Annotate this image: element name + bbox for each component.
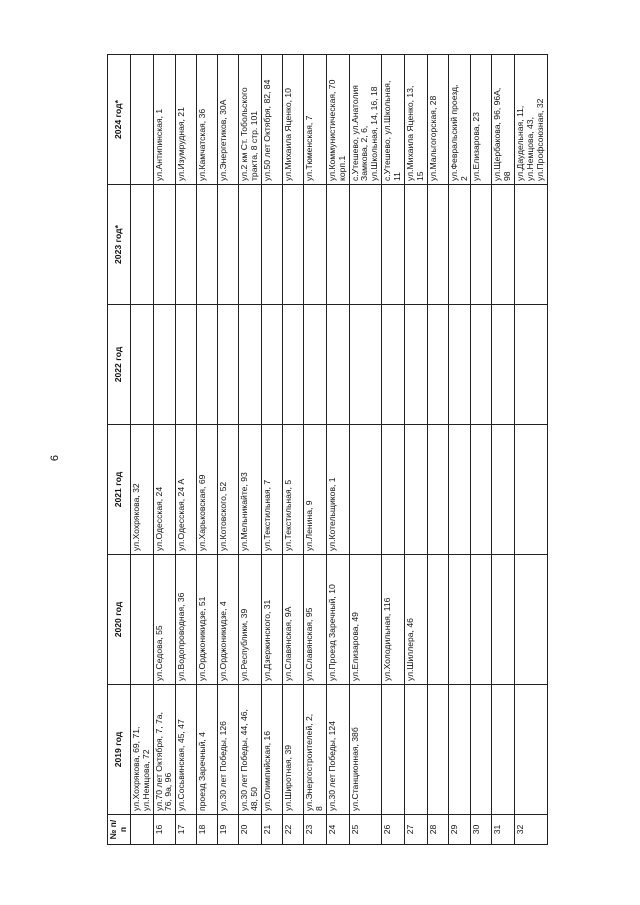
cell-line: 2 <box>458 176 469 181</box>
cell-line: Замкова, 2, 6, <box>359 125 370 181</box>
cell-y2019 <box>130 685 153 815</box>
cell-line: ул.Ленина, 9 <box>304 500 314 551</box>
cell-y2021 <box>283 425 304 555</box>
row-number: 31 <box>492 815 515 845</box>
col-header-2021: 2021 год <box>108 425 131 555</box>
cell-y2020 <box>197 555 218 685</box>
row-number: 30 <box>471 815 492 845</box>
cell-y2020 <box>515 555 548 685</box>
cell-line: ул.Камчатская, 36 <box>197 108 208 181</box>
cell-line: ул.Михаила Яценко, 13, <box>404 85 415 181</box>
row-number: 18 <box>197 815 218 845</box>
cell-line: ул.Водопроводная, 36 <box>176 592 187 681</box>
cell-line: с.Утешево, ул.Анатолия <box>349 85 360 181</box>
cell-y2020 <box>176 555 197 685</box>
cell-line: проезд Заречный, 4 <box>197 732 208 811</box>
cell-line: ул.Дзержинского, 31 <box>262 599 272 681</box>
cell-y2022 <box>239 305 262 425</box>
table-row <box>382 55 405 845</box>
cell-y2019 <box>304 685 327 815</box>
cell-y2020 <box>492 555 515 685</box>
cell-y2020 <box>471 555 492 685</box>
cell-y2022 <box>349 305 382 425</box>
cell-line: ул.Коммунистическая, 70 <box>326 79 337 181</box>
cell-line: ул.70 лет Октября, 7, 7а, <box>153 712 164 811</box>
cell-y2022 <box>326 305 349 425</box>
cell-y2019 <box>404 685 427 815</box>
cell-y2019 <box>218 685 239 815</box>
cell-y2019 <box>239 685 262 815</box>
cell-line: ул.Щербакова, 96, 96А, <box>492 87 503 181</box>
page-number: 6 <box>49 454 62 462</box>
cell-y2022 <box>471 305 492 425</box>
cell-line: ул.50 лет Октября, 82, 84 <box>262 79 272 181</box>
cell-y2021 <box>515 425 548 555</box>
cell-y2024 <box>130 55 153 185</box>
cell-line: ул.2 км Ст. Тобольского <box>239 87 250 181</box>
row-number: 25 <box>349 815 382 845</box>
cell-y2023 <box>427 185 448 305</box>
cell-line: ул.Одесская, 24 А <box>176 478 187 551</box>
cell-y2020 <box>130 555 153 685</box>
table-row <box>262 55 283 845</box>
cell-y2022 <box>382 305 405 425</box>
cell-y2023 <box>262 185 283 305</box>
cell-y2024 <box>283 55 304 185</box>
col-header-num: № п/п <box>108 815 131 845</box>
cell-y2024 <box>382 55 405 185</box>
cell-y2019 <box>515 685 548 815</box>
row-number: 19 <box>218 815 239 845</box>
cell-y2020 <box>427 555 448 685</box>
row-number: 21 <box>262 815 283 845</box>
row-number: 17 <box>176 815 197 845</box>
cell-y2021 <box>427 425 448 555</box>
cell-line: ул.Одесская, 24 <box>153 486 164 551</box>
cell-line: ул.30 лет Победы, 126 <box>218 721 229 811</box>
cell-y2022 <box>427 305 448 425</box>
row-number: 20 <box>239 815 262 845</box>
cell-y2023 <box>130 185 153 305</box>
cell-y2019 <box>326 685 349 815</box>
cell-line: тракта, 8 стр. 101 <box>249 110 260 181</box>
cell-line: ул.Хохрякова, 69, 71, <box>130 726 141 811</box>
cell-line: ул.Текстильная, 7 <box>262 479 272 551</box>
cell-line: ул.Седова, 55 <box>153 625 164 681</box>
cell-y2024 <box>262 55 283 185</box>
cell-line: ул.Немцова, 43, <box>525 117 535 181</box>
cell-line: ул.Текстильная, 5 <box>283 479 293 551</box>
cell-y2022 <box>515 305 548 425</box>
cell-y2024 <box>404 55 427 185</box>
cell-line: ул.Орджоникидзе, 51 <box>197 596 208 681</box>
cell-y2021 <box>304 425 327 555</box>
cell-line: ул.Антипинская, 1 <box>153 108 164 181</box>
row-number: 16 <box>153 815 176 845</box>
cell-line: ул.Школьная, 14, 16, 18 <box>369 86 380 181</box>
cell-y2021 <box>326 425 349 555</box>
cell-y2020 <box>382 555 405 685</box>
cell-line: ул.Немцова, 72 <box>140 749 151 811</box>
table-row <box>471 55 492 845</box>
cell-y2019 <box>262 685 283 815</box>
table-row <box>218 55 239 845</box>
row-number: 32 <box>515 815 548 845</box>
cell-line: 76, 9а, 96 <box>163 772 174 811</box>
cell-y2019 <box>427 685 448 815</box>
cell-y2021 <box>130 425 153 555</box>
cell-y2020 <box>304 555 327 685</box>
cell-y2023 <box>382 185 405 305</box>
cell-line: 48, 50 <box>249 787 260 811</box>
cell-line: ул.Славянская, 9А <box>283 606 293 681</box>
cell-line: ул.Холодильная, 116 <box>382 597 393 681</box>
cell-y2021 <box>448 425 471 555</box>
document-table-area <box>0 79 640 840</box>
schedule-table <box>107 54 548 845</box>
table-row <box>427 55 448 845</box>
cell-line: 11 <box>392 172 402 181</box>
table-row <box>326 55 349 845</box>
cell-y2020 <box>326 555 349 685</box>
cell-y2019 <box>492 685 515 815</box>
cell-y2023 <box>283 185 304 305</box>
cell-y2021 <box>218 425 239 555</box>
cell-y2024 <box>427 55 448 185</box>
cell-y2021 <box>349 425 382 555</box>
cell-y2022 <box>153 305 176 425</box>
cell-y2021 <box>197 425 218 555</box>
col-header-2022: 2022 год <box>108 305 131 425</box>
table-row <box>197 55 218 845</box>
cell-y2023 <box>304 185 327 305</box>
cell-line: ул.Широтная, 39 <box>283 744 293 811</box>
table-row <box>239 55 262 845</box>
cell-y2021 <box>471 425 492 555</box>
cell-line: ул.Станционная, 38б <box>349 727 360 811</box>
cell-y2022 <box>304 305 327 425</box>
cell-line: ул.Республики, 39 <box>239 608 250 681</box>
cell-line: ул.30 лет Победы, 124 <box>326 721 337 811</box>
row-number: 22 <box>283 815 304 845</box>
row-number <box>130 815 153 845</box>
cell-y2024 <box>176 55 197 185</box>
cell-line: ул.Котовского, 52 <box>218 481 229 551</box>
cell-y2023 <box>326 185 349 305</box>
cell-line: ул.Сосьвинская, 45, 47 <box>176 719 187 811</box>
cell-line: ул.Мальгогорская, 28 <box>427 95 438 181</box>
cell-line: ул.Олимпийская, 16 <box>262 730 272 811</box>
cell-line: ул.Елизарова, 49 <box>349 612 360 681</box>
header-row <box>108 55 131 845</box>
cell-y2023 <box>153 185 176 305</box>
cell-line: ул.Славянская, 95 <box>304 607 314 681</box>
cell-y2020 <box>218 555 239 685</box>
cell-y2024 <box>492 55 515 185</box>
cell-y2022 <box>218 305 239 425</box>
cell-y2021 <box>262 425 283 555</box>
cell-y2019 <box>197 685 218 815</box>
cell-y2020 <box>448 555 471 685</box>
cell-line: ул.Энергостроителей, 2, <box>304 713 314 811</box>
cell-line: с.Утешево, ул.Школьная, <box>382 80 393 181</box>
cell-y2023 <box>471 185 492 305</box>
cell-y2022 <box>404 305 427 425</box>
table-row <box>283 55 304 845</box>
row-number: 23 <box>304 815 327 845</box>
cell-line: ул.30 лет Победы, 44, 46, <box>239 709 250 811</box>
cell-y2023 <box>197 185 218 305</box>
cell-y2020 <box>239 555 262 685</box>
cell-line: ул.Энергетиков, 30А <box>218 99 229 181</box>
cell-y2023 <box>404 185 427 305</box>
table-row <box>176 55 197 845</box>
cell-y2021 <box>492 425 515 555</box>
table-row <box>304 55 327 845</box>
cell-y2021 <box>382 425 405 555</box>
cell-y2022 <box>492 305 515 425</box>
col-header-2020: 2020 год <box>108 555 131 685</box>
cell-y2020 <box>349 555 382 685</box>
cell-line: ул.Михаила Яценко, 10 <box>283 88 293 181</box>
cell-y2019 <box>448 685 471 815</box>
cell-y2020 <box>404 555 427 685</box>
cell-y2021 <box>176 425 197 555</box>
cell-y2024 <box>239 55 262 185</box>
cell-y2020 <box>262 555 283 685</box>
col-header-2023: 2023 год* <box>108 185 131 305</box>
cell-y2023 <box>492 185 515 305</box>
cell-y2024 <box>471 55 492 185</box>
cell-y2022 <box>197 305 218 425</box>
cell-y2022 <box>448 305 471 425</box>
row-number: 24 <box>326 815 349 845</box>
table-row <box>130 55 153 845</box>
cell-y2022 <box>283 305 304 425</box>
cell-y2019 <box>471 685 492 815</box>
table-row <box>448 55 471 845</box>
cell-y2023 <box>239 185 262 305</box>
cell-y2022 <box>176 305 197 425</box>
cell-y2019 <box>382 685 405 815</box>
cell-y2019 <box>283 685 304 815</box>
cell-line: ул.Котельщиков, 1 <box>326 477 337 551</box>
cell-y2024 <box>304 55 327 185</box>
cell-y2024 <box>448 55 471 185</box>
cell-y2021 <box>153 425 176 555</box>
cell-line: ул.Шиллера, 46 <box>404 618 415 681</box>
cell-line: ул.Тюменская, 7 <box>304 115 314 181</box>
cell-y2020 <box>283 555 304 685</box>
table-row <box>349 55 382 845</box>
cell-y2024 <box>515 55 548 185</box>
cell-y2024 <box>349 55 382 185</box>
col-header-2019: 2019 год <box>108 685 131 815</box>
cell-line: ул.Орджоникидзе, 4 <box>218 601 229 681</box>
row-number: 26 <box>382 815 405 845</box>
cell-y2023 <box>515 185 548 305</box>
cell-y2024 <box>326 55 349 185</box>
cell-y2024 <box>218 55 239 185</box>
table-row <box>153 55 176 845</box>
cell-line: ул.Изумрудная, 21 <box>176 107 187 181</box>
cell-line: 98 <box>502 171 513 181</box>
cell-line: ул.Хохрякова, 32 <box>130 483 141 551</box>
cell-y2021 <box>404 425 427 555</box>
cell-y2019 <box>153 685 176 815</box>
table-body <box>130 55 547 845</box>
cell-line: ул.Профсоюзная, 32 <box>534 98 545 181</box>
cell-line: ул.Проезд Заречный, 10 <box>326 584 337 681</box>
row-number: 27 <box>404 815 427 845</box>
table-row <box>515 55 548 845</box>
row-number: 29 <box>448 815 471 845</box>
cell-y2023 <box>218 185 239 305</box>
cell-y2023 <box>176 185 197 305</box>
cell-line: 15 <box>414 171 425 181</box>
table-row <box>404 55 427 845</box>
cell-y2019 <box>176 685 197 815</box>
row-number: 28 <box>427 815 448 845</box>
cell-y2022 <box>262 305 283 425</box>
cell-y2021 <box>239 425 262 555</box>
cell-line: корп.1 <box>336 155 347 181</box>
cell-y2019 <box>349 685 382 815</box>
cell-y2024 <box>197 55 218 185</box>
cell-y2023 <box>448 185 471 305</box>
cell-line: 8 <box>313 806 324 811</box>
cell-line: ул.Февральский проезд, <box>448 84 459 181</box>
cell-y2024 <box>153 55 176 185</box>
cell-line: ул.Мельникайте, 93 <box>239 472 250 551</box>
cell-line: ул.Елизарова, 23 <box>471 112 482 181</box>
col-header-2024: 2024 год* <box>108 55 131 185</box>
cell-line: ул.Даудельная, 11, <box>515 105 526 181</box>
cell-y2022 <box>130 305 153 425</box>
cell-y2023 <box>349 185 382 305</box>
table-row <box>492 55 515 845</box>
cell-y2020 <box>153 555 176 685</box>
cell-line: ул.Харьковская, 69 <box>197 474 208 551</box>
